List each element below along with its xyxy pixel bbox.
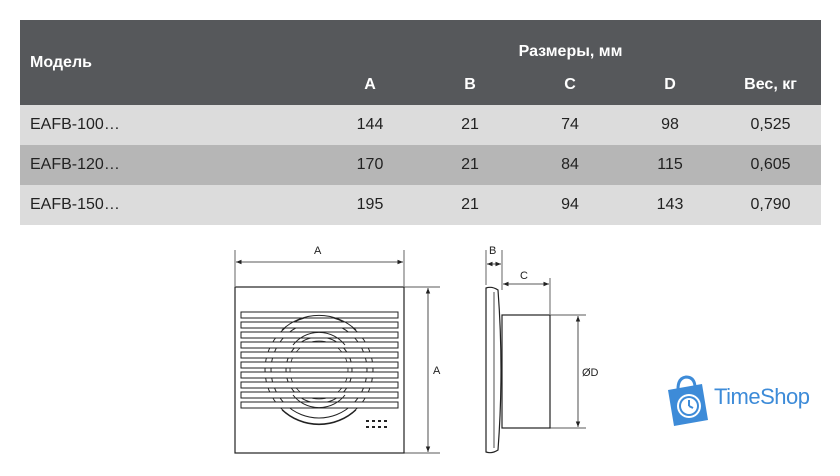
timeshop-logo: [662, 372, 834, 428]
fan-side-panel: [486, 287, 501, 452]
label-side-diameter: ØD: [582, 367, 599, 379]
fan-side-body: [502, 315, 550, 428]
cell-a: 144: [320, 105, 420, 145]
col-header-weight: Вес, кг: [720, 64, 821, 105]
label-side-depth: B: [489, 245, 497, 257]
indicator-dots: [366, 420, 387, 428]
front-view: [235, 250, 440, 453]
cell-b: 21: [420, 145, 520, 185]
label-front-width: A: [314, 245, 322, 257]
model-cell: EAFB-150…: [20, 185, 320, 225]
model-header: Модель: [20, 20, 320, 105]
cell-c: 84: [520, 145, 620, 185]
model-cell: EAFB-120…: [20, 145, 320, 185]
cell-d: 143: [620, 185, 720, 225]
dimensions-header: Размеры, мм: [320, 20, 821, 64]
col-header-b: B: [420, 64, 520, 105]
cell-d: 98: [620, 105, 720, 145]
side-view: [486, 250, 586, 453]
label-side-body: C: [520, 270, 528, 282]
col-header-a: A: [320, 64, 420, 105]
model-cell: EAFB-100…: [20, 105, 320, 145]
cell-a: 170: [320, 145, 420, 185]
cell-b: 21: [420, 105, 520, 145]
cell-d: 115: [620, 145, 720, 185]
logo-text: TimeShop: [714, 384, 810, 409]
cell-c: 94: [520, 185, 620, 225]
shopping-bag-clock-icon: [662, 372, 712, 428]
cell-c: 74: [520, 105, 620, 145]
cell-weight: 0,790: [720, 185, 821, 225]
col-header-d: D: [620, 64, 720, 105]
cell-weight: 0,605: [720, 145, 821, 185]
cell-a: 195: [320, 185, 420, 225]
col-header-c: C: [520, 64, 620, 105]
fan-louvers: [241, 312, 398, 408]
cell-weight: 0,525: [720, 105, 821, 145]
label-front-height: A: [433, 365, 441, 377]
cell-b: 21: [420, 185, 520, 225]
